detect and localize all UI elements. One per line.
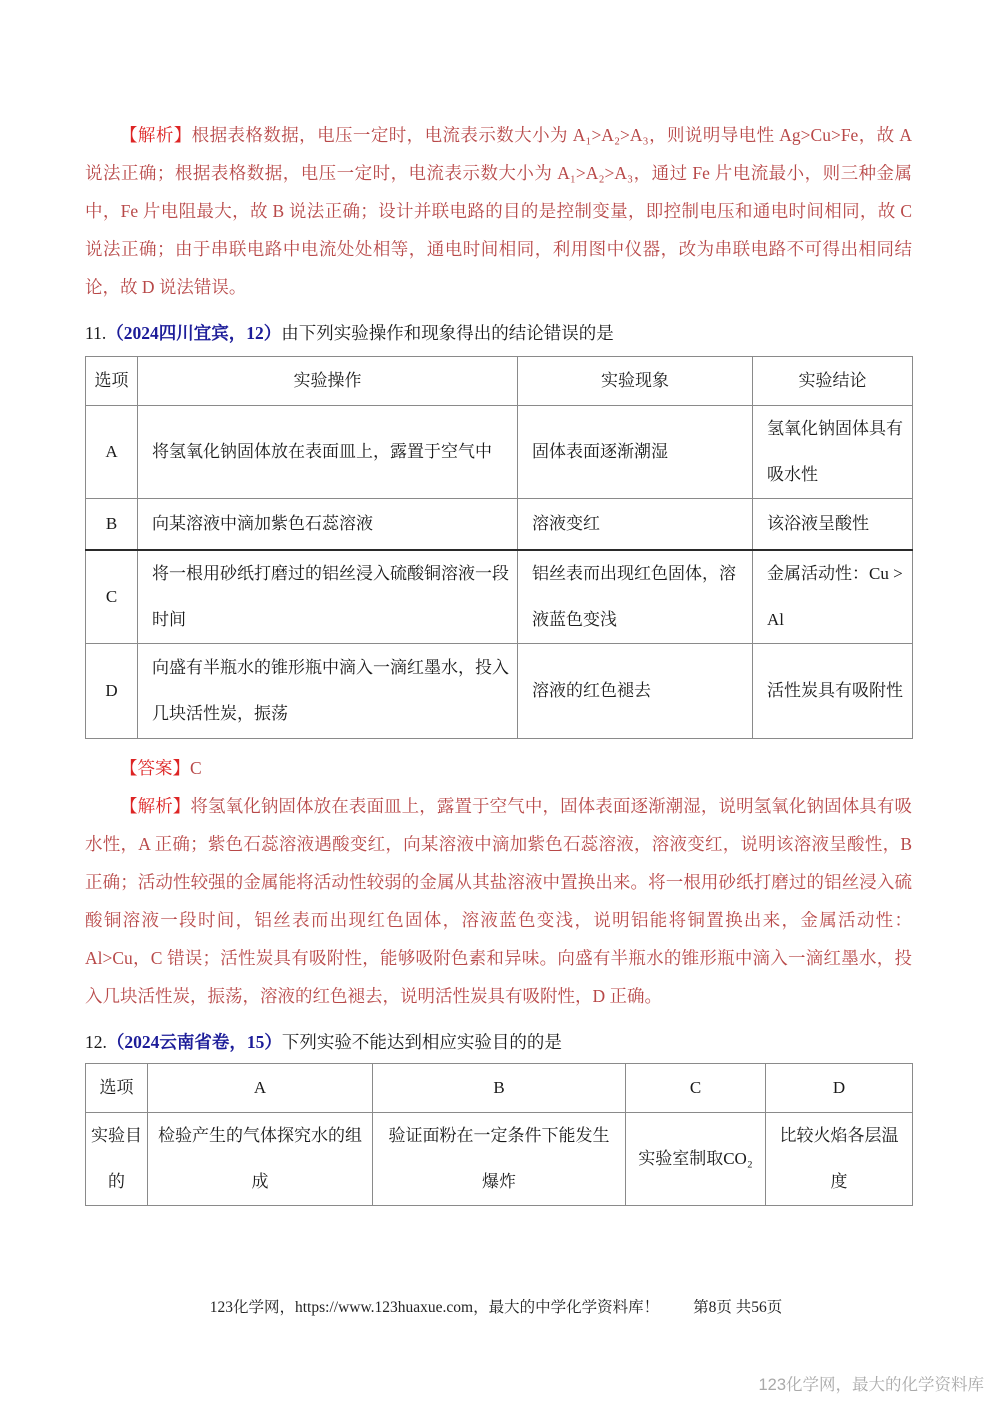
conclusion-cell: 氢氧化钠固体具有吸水性 [753, 406, 913, 499]
operation-cell: 向某溶液中滴加紫色石蕊溶液 [138, 499, 518, 551]
q12-table-header-row [86, 1064, 913, 1113]
table-row [86, 406, 913, 499]
q11-header-option: 选项 [86, 357, 138, 406]
q12-header-d: D [766, 1064, 913, 1113]
purpose-cell-b: 验证面粉在一定条件下能发生爆炸 [373, 1113, 626, 1206]
q12-number: 12. [85, 1032, 107, 1052]
analysis-text: 根据表格数据，电压一定时，电流表示数大小为 A₁>A₂>A₃，则说明导电性 Ag>Cu>Fe，故 A 说法正确；根据表格数据，电压一定时，电流表示数大小为 A₁>A₂>A₃，通过 Fe 片电流最小，则三种金属中，Fe 片电阻最大，故 B 说法正确；设计并联电路的目的是控制变量，即控制电压和通电时间相同，故 C 说法正确；由于串联电路中电流处处相等，通电时间相同，利用图中仪器，改为串联电路不可得出相同结论，故 D 说法错误。 [85, 125, 913, 297]
q11-source: （2024四川宜宾，12） [106, 323, 282, 343]
operation-cell: 向盛有半瓶水的锥形瓶中滴入一滴红墨水，投入几块活性炭，振荡 [138, 644, 518, 739]
q11-table-header-row [86, 357, 913, 406]
option-cell: B [86, 499, 138, 551]
purpose-cell-c: 实验室制取CO₂ [626, 1113, 766, 1206]
purpose-cell-a: 检验产生的气体探究水的组成 [148, 1113, 373, 1206]
conclusion-cell: 金属活动性：Cu > Al [753, 550, 913, 644]
q11-table [85, 356, 913, 739]
purpose-cell-d: 比较火焰各层温度 [766, 1113, 913, 1206]
q11-header-conclusion: 实验结论 [753, 357, 913, 406]
phenomenon-cell: 溶液的红色褪去 [518, 644, 753, 739]
operation-cell: 将氢氧化钠固体放在表面皿上，露置于空气中 [138, 406, 518, 499]
q11-number: 11. [85, 323, 107, 343]
q12-header-option: 选项 [86, 1064, 148, 1113]
q12-table [85, 1063, 913, 1206]
q12-stem-text: 下列实验不能达到相应实验目的的是 [281, 1032, 562, 1052]
conclusion-cell: 该浴液呈酸性 [753, 499, 913, 551]
phenomenon-cell: 铝丝表而出现红色固体，溶液蓝色变浅 [518, 550, 753, 644]
analysis-label: 【解析】 [120, 125, 192, 145]
q11-analysis-paragraph [85, 787, 912, 1015]
answer-label: 【答案】 [120, 758, 190, 778]
operation-cell: 将一根用砂纸打磨过的铝丝浸入硫酸铜溶液一段时间 [138, 550, 518, 644]
q12-header-c: C [626, 1064, 766, 1113]
table-row [86, 644, 913, 739]
option-cell: A [86, 406, 138, 499]
option-cell: C [86, 550, 138, 644]
q12-source: （2024云南省卷，15） [106, 1032, 282, 1052]
q11-header-phenomenon: 实验现象 [518, 357, 753, 406]
analysis-label: 【解析】 [120, 796, 191, 816]
analysis-text: 将氢氧化钠固体放在表面皿上，露置于空气中，固体表面逐渐潮湿，说明氢氧化钠固体具有吸水性，A 正确；紫色石蕊溶液遇酸变红，向某溶液中滴加紫色石蕊溶液，溶液变红，说明该溶液呈酸性，B 正确；活动性较强的金属能将活动性较弱的金属从其盐溶液中置换出来。将一根用砂纸打磨过的铝丝浸入硫酸铜溶液一段时间，铝丝表而出现红色固体，溶液蓝色变浅，说明铝能将铜置换出来，金属活动性：Al>Cu，C 错误；活性炭具有吸附性，能够吸附色素和异味。向盛有半瓶水的锥形瓶中滴入一滴红墨水，投入几块活性炭，振荡，溶液的红色褪去，说明活性炭具有吸附性，D 正确。 [85, 796, 913, 1006]
table-row [86, 550, 913, 644]
q12-header-a: A [148, 1064, 373, 1113]
option-cell: D [86, 644, 138, 739]
row-label-cell: 实验目的 [86, 1113, 148, 1206]
q10-analysis-paragraph [85, 116, 912, 306]
page-footer [0, 1295, 992, 1317]
table-row [86, 499, 913, 551]
footer-site-text: 123化学网，https://www.123huaxue.com，最大的中学化学资料库！ [209, 1299, 660, 1316]
page-content [0, 116, 992, 1206]
q12-header-b: B [373, 1064, 626, 1113]
q11-stem-line [85, 319, 912, 347]
conclusion-cell: 活性炭具有吸附性 [753, 644, 913, 739]
q12-stem-line [85, 1028, 912, 1056]
q11-header-operation: 实验操作 [138, 357, 518, 406]
answer-value: C [190, 758, 202, 778]
watermark: 123化学网，最大的化学资料库 [758, 1376, 984, 1394]
table-row [86, 1113, 913, 1206]
q11-answer-line [85, 749, 912, 787]
phenomenon-cell: 溶液变红 [518, 499, 753, 551]
footer-page-info: 第8页 共56页 [693, 1299, 783, 1316]
q11-stem-text: 由下列实验操作和现象得出的结论错误的是 [281, 323, 614, 343]
phenomenon-cell: 固体表面逐渐潮湿 [518, 406, 753, 499]
